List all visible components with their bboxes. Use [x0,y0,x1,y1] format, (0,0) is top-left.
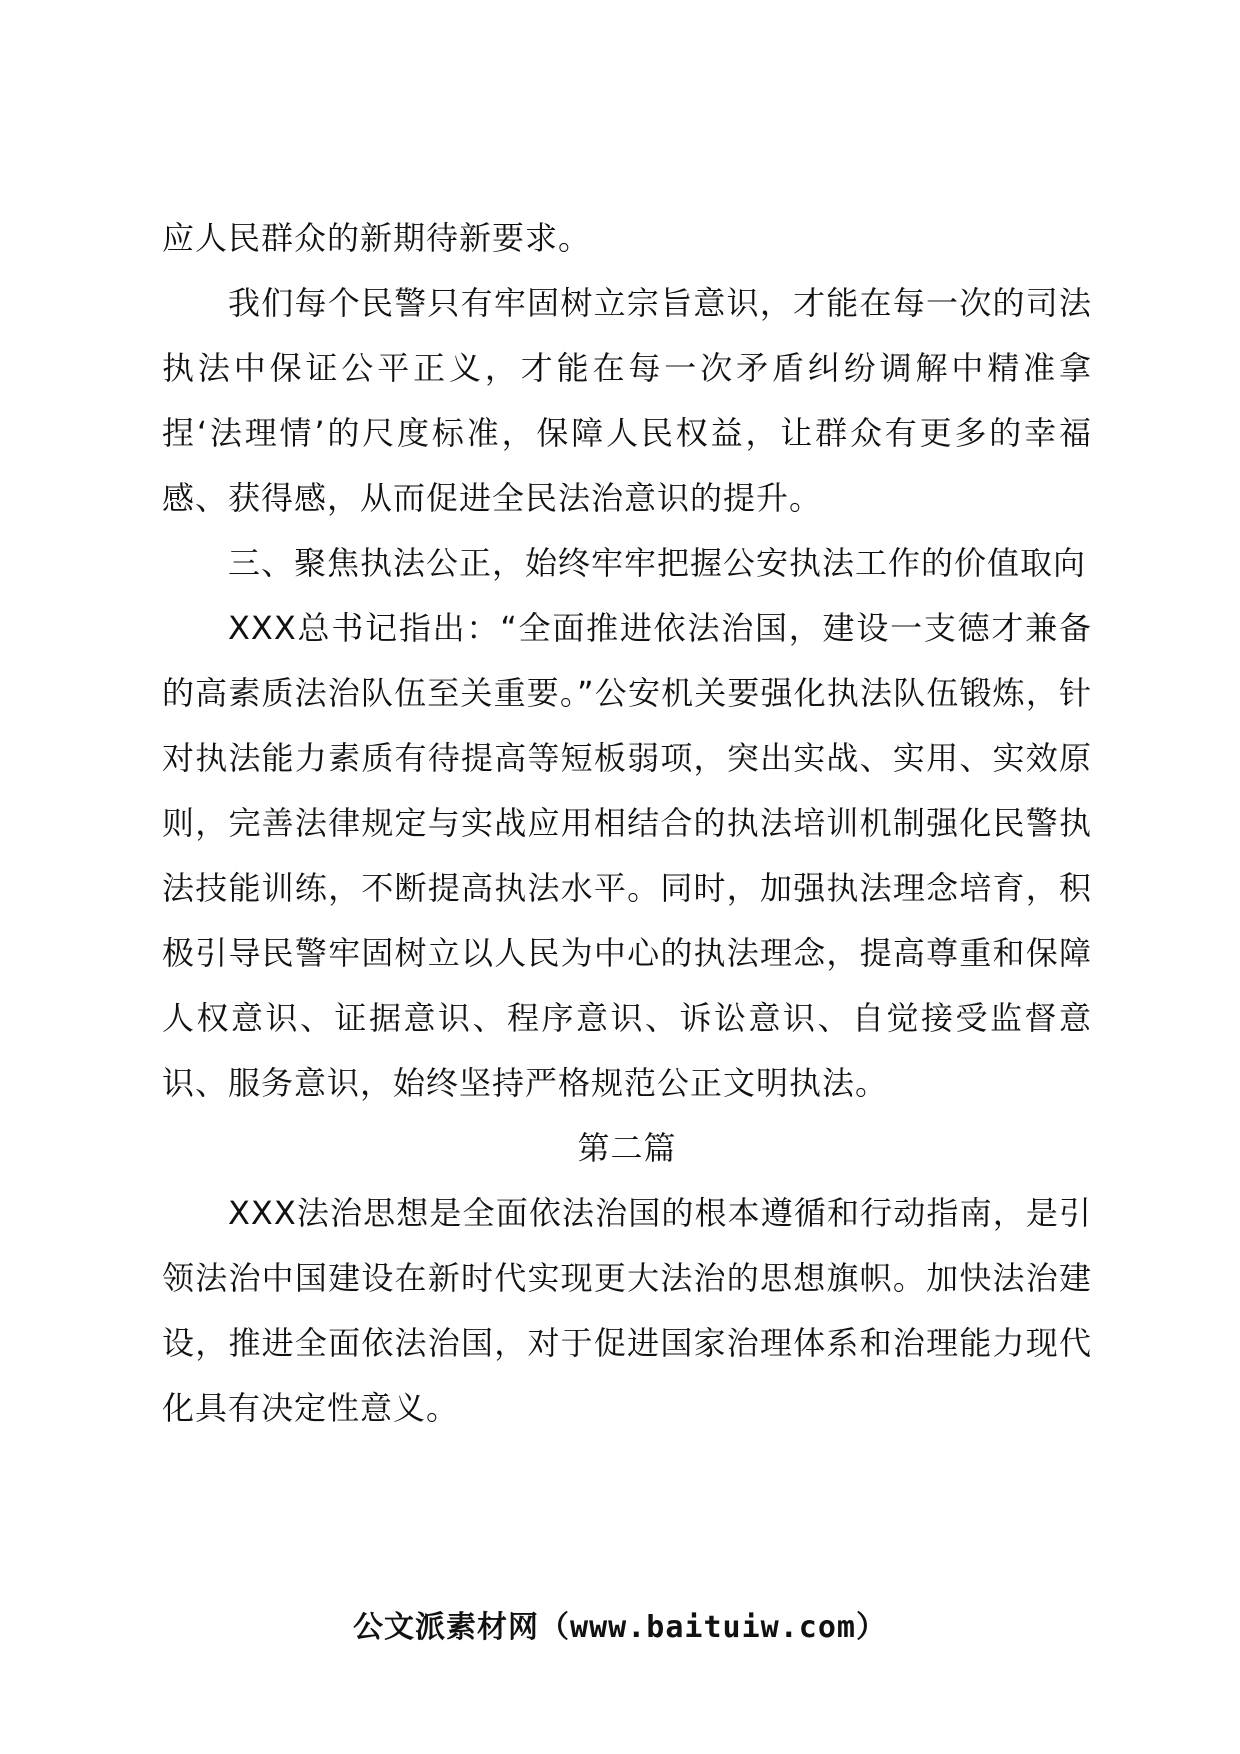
paragraph-purpose-awareness: 我们每个民警只有牢固树立宗旨意识，才能在每一次的司法执法中保证公平正义，才能在每一次矛盾纠纷调解中精准拿捏‘法理情’的尺度标准，保障人民权益，让群众有更多的幸福感、获得感，从而促进全民法治意识的提升。 [162,284,1092,517]
footer-paren-open: （ [539,1610,571,1645]
footer-site-name: 公文派素材网 [353,1610,540,1645]
section-heading-three: 三、聚焦执法公正，始终牢牢把握公安执法工作的价值取向 [228,544,1087,582]
document-body [162,206,1092,1441]
paragraph-rule-of-law-thought: XXX法治思想是全面依法治国的根本遵循和行动指南，是引领法治中国建设在新时代实现更大法治的思想旗帜。加快法治建设，推进全面依法治国，对于促进国家治理体系和治理能力现代化具有决定性意义。 [162,1194,1092,1427]
paragraph-continuation: 应人民群众的新期待新要求。 [162,219,592,257]
paragraph-law-enforcement: XXX总书记指出：“全面推进依法治国，建设一支德才兼备的高素质法治队伍至关重要。”公安机关要强化执法队伍锻炼，针对执法能力素质有待提高等短板弱项，突出实战、实用、实效原则，完善法律规定与实战应用相结合的执法培训机制强化民警执法技能训练，不断提高执法水平。同时，加强执法理念培育，积极引导民警牢固树立以人民为中心的执法理念，提高尊重和保障人权意识、证据意识、程序意识、诉讼意识、自觉接受监督意识、服务意识，始终坚持严格规范公正文明执法。 [162,609,1092,1102]
footer-url: www.baituiw.com [570,1610,856,1645]
footer-paren-close: ） [855,1610,887,1645]
page-footer-watermark [0,1602,1240,1646]
chapter-title-second: 第二篇 [577,1129,677,1167]
